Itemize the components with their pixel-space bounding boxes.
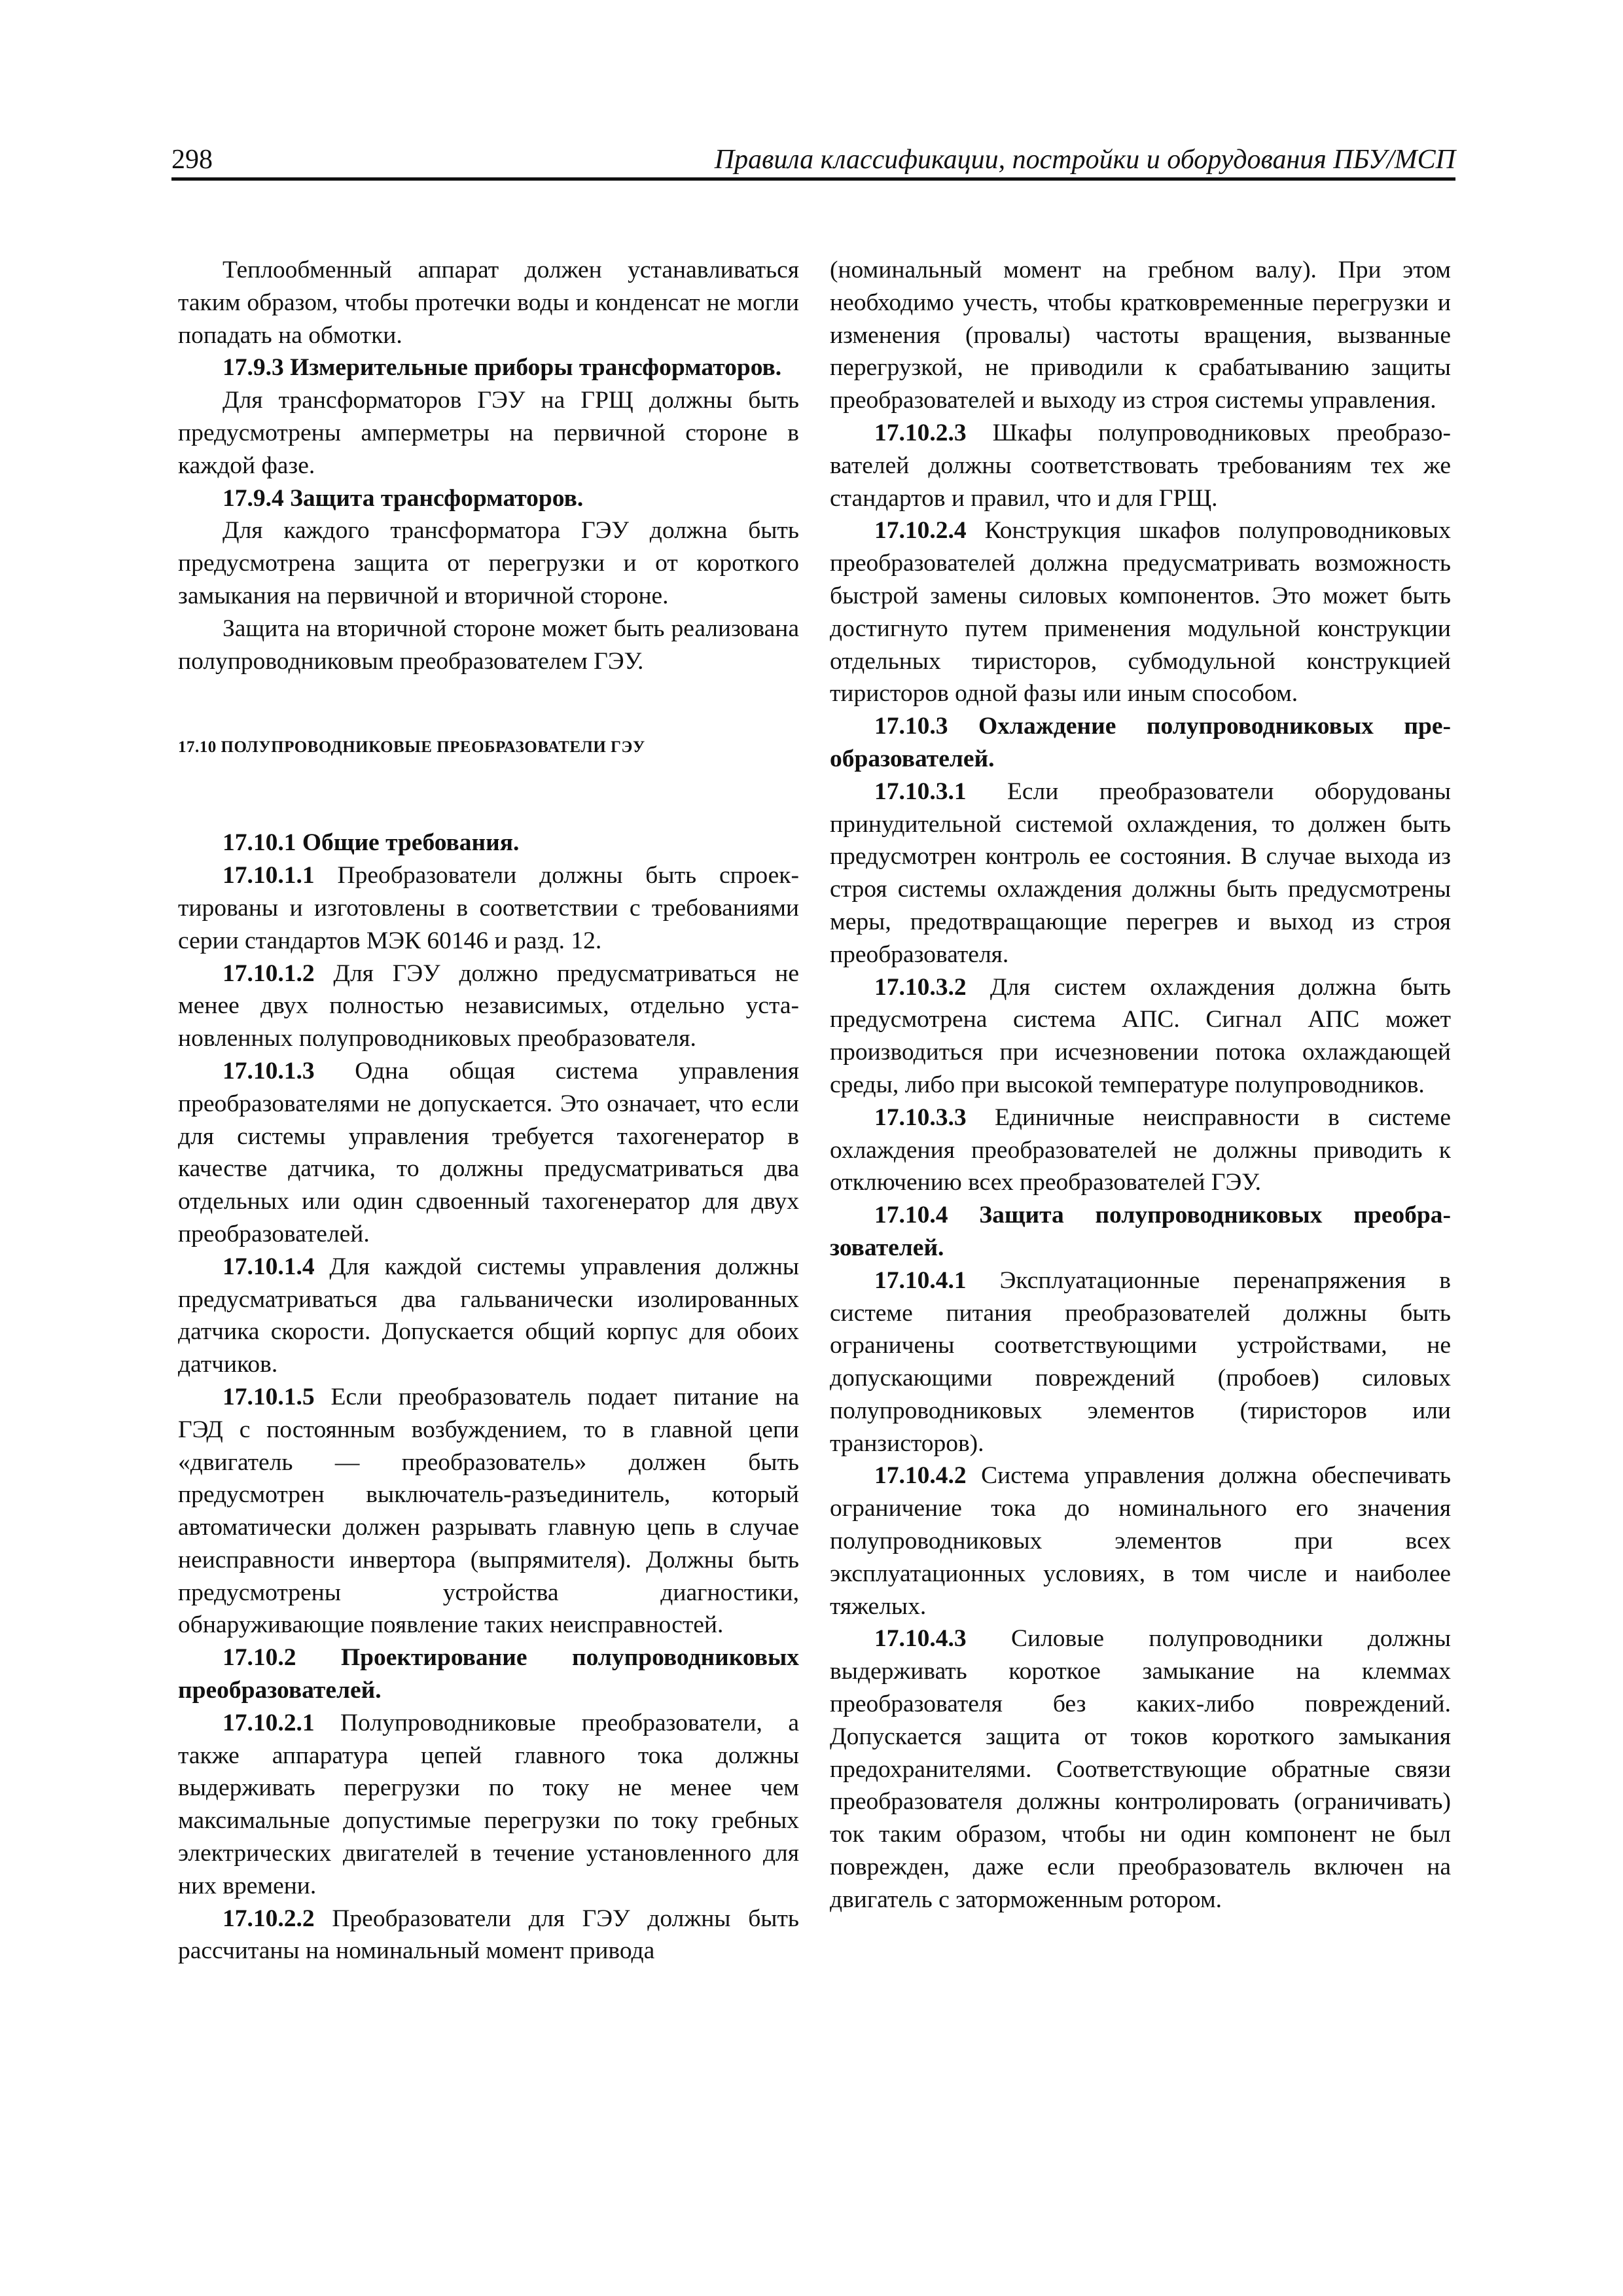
clause [830, 417, 1451, 514]
clause-text: Силовые полупроводники должны выдерживать короткое замыкание на клеммах преобразователя без каких-либо повреждений. Допускается защита от токов короткого замыкания предохранителями. Соответствующие обратные связи преобразователя должны контролировать (ограничивать) ток таким образом, чтобы ни один компонент не был поврежден, даже если преобразователь включен на двигатель с заторможенным ротором. [830, 1625, 1451, 1913]
header-rule [171, 177, 1455, 181]
paragraph-continuation: (номинальный момент на гребном валу). При этом необходимо учесть, чтобы кратковременные перегрузки и изменения (провалы) частоты вращения, вызванные перегрузкой, не приводили к срабатыванию защиты преобразователей и выходу из строя системы управления. [830, 257, 1451, 414]
clause-number: 17.10.3.3 [874, 1103, 967, 1131]
clause [830, 1102, 1451, 1199]
right-column [830, 254, 1451, 1916]
clause-number: 17.10.2.2 [223, 1905, 315, 1932]
left-column [178, 254, 799, 1967]
clause [830, 1623, 1451, 1916]
clause-number: 17.10.3.2 [874, 973, 967, 1001]
clause-text: Для систем охлаждения должна быть предусмотрена система АПС. Сигнал АПС может производиться при исчезновении потока охлаждающей среды, либо при высокой температуре полупроводников. [830, 973, 1451, 1098]
clause-text: Эксплуатационные перенапряжения в системе питания преобразователей должны быть ограничены соответствующими устройствами, не допускающими повреждений (пробоев) силовых полупроводниковых элементов (тиристоров или транзисторов). [830, 1266, 1451, 1457]
clause-number: 17.10.1.3 [223, 1057, 315, 1085]
clause [830, 971, 1451, 1102]
clause [178, 958, 799, 1055]
clause-text: Система управления должна обеспечивать ограничение тока до номинального его значения полупроводниковых элементов при всех эксплуатационных условиях, в том числе и наиболее тяжелых. [830, 1462, 1451, 1620]
clause-text: Одна общая система управления преобразователями не допускается. Это означает, что если для системы управления требуется тахогенератор в качестве датчика, то должны предусматриваться два отдельных или один сдвоенный тахогенератор для двух преобразователей. [178, 1057, 799, 1247]
clause-number: 17.10.2.1 [223, 1709, 315, 1736]
clause-text: Шкафы полупроводниковых преобразователей должны соответствовать требованиям тех же стандартов и правил, что и для ГРЩ. [830, 419, 1451, 512]
clause [178, 1707, 799, 1903]
page-number: 298 [171, 145, 213, 175]
subsection-heading: 17.10.4 Защита полупроводниковых преобразователей. [830, 1202, 1451, 1261]
clause [178, 1055, 799, 1251]
paragraph: Теплообменный аппарат должен устанавливаться таким образом, чтобы протечки воды и конденсат не могли попадать на обмотки. [178, 257, 799, 349]
paragraph: Для трансформаторов ГЭУ на ГРЩ должны быть предусмотрены амперметры на первичной стороне в каждой фазе. [178, 387, 799, 479]
clause-text: Полупроводниковые преобразователи, а также аппаратура цепей главного тока должны выдерживать перегрузки по току не менее чем максимальные допустимые перегрузки по току гребных электрических двигателей в течение установленного для них времени. [178, 1709, 799, 1899]
clause-number: 17.10.2.3 [874, 419, 967, 446]
clause-text: Преобразователи для ГЭУ должны быть рассчитаны на номинальный момент привода [178, 1905, 799, 1965]
subsection-heading: 17.10.2 Проектирование полупроводниковых преобразователей. [178, 1644, 799, 1704]
section-title: 17.10 ПОЛУПРОВОДНИКОВЫЕ ПРЕОБРАЗОВАТЕЛИ ГЭУ [178, 738, 645, 757]
clause-number: 17.10.1.2 [223, 960, 315, 987]
clause-text: Преобразователи должны быть спроектированы и изготовлены в соответствии с требованиями серии стандартов МЭК 60146 и разд. 12. [178, 862, 799, 954]
clause-text: Конструкция шкафов полупроводниковых преобразователей должна предусматривать возможность быстрой замены силовых компонентов. Это может быть достигнуто путем применения модульной конструкции отдельных тиристоров, субмодульной конструкцией тиристоров одной фазы или иным способом. [830, 517, 1451, 708]
clause-number: 17.10.2.4 [874, 517, 967, 545]
subsection-heading: 17.10.1 Общие требования. [223, 829, 520, 857]
clause-number: 17.10.1.4 [223, 1253, 315, 1280]
clause-text: Единичные неисправности в системе охлаждения преобразователей не должны приводить к отключению всех преобразователей ГЭУ. [830, 1103, 1451, 1196]
subsection-heading: 17.9.3 Измерительные приборы трансформаторов. [223, 354, 782, 382]
clause [178, 1251, 799, 1381]
clause-text: Для каждой системы управления должны предусматриваться два гальванически изолированных датчика скорости. Допускается общий корпус для обоих датчиков. [178, 1253, 799, 1378]
clause-number: 17.10.4.3 [874, 1625, 967, 1653]
page-header [171, 139, 1455, 178]
clause-number: 17.10.4.1 [874, 1266, 967, 1294]
clause [178, 859, 799, 957]
clause [178, 1381, 799, 1641]
clause-text: Для ГЭУ должно предусматриваться не менее двух полностью независимых, отдельно установленных полупроводниковых преобразователя. [178, 960, 799, 1052]
paragraph: Для каждого трансформатора ГЭУ должна быть предусмотрена защита от перегрузки и от короткого замыкания на первичной и вторичной стороне. [178, 517, 799, 609]
clause [830, 514, 1451, 710]
clause-text: Если преобразователь подает питание на ГЭД с постоянным возбуждением, то в главной цепи «двигатель — преобразователь» должен быть предусмотрен выключатель-разъединитель, который автоматически должен разрывать главную цепь в случае неисправности инвертора (выпрямителя). Должны быть предусмотрены устройства диагностики, обнаруживающие появление таких неисправностей. [178, 1383, 799, 1639]
paragraph: Защита на вторичной стороне может быть реализована полупроводниковым преобразователем ГЭУ. [178, 615, 799, 675]
clause [830, 1265, 1451, 1460]
clause-number: 17.10.1.5 [223, 1383, 315, 1410]
clause-text: Если преобразователи оборудованы принудительной системой охлаждения, то должен быть предусмотрен контроль ее состояния. В случае выхода из строя системы охлаждения должны быть предусмотрены меры, предотвращающие перегрев и выход из строя преобразователя. [830, 778, 1451, 968]
clause-number: 17.10.4.2 [874, 1462, 967, 1490]
clause-number: 17.10.3.1 [874, 778, 967, 805]
clause [178, 1903, 799, 1968]
subsection-heading: 17.10.3 Охлаждение полупроводниковых преобразователей. [830, 713, 1451, 772]
clause-number: 17.10.1.1 [223, 862, 315, 889]
clause [830, 1460, 1451, 1623]
subsection-heading: 17.9.4 Защита трансформаторов. [223, 484, 584, 512]
clause [830, 776, 1451, 971]
running-title: Правила классификации, постройки и оборудования ПБУ/МСП [714, 145, 1455, 175]
